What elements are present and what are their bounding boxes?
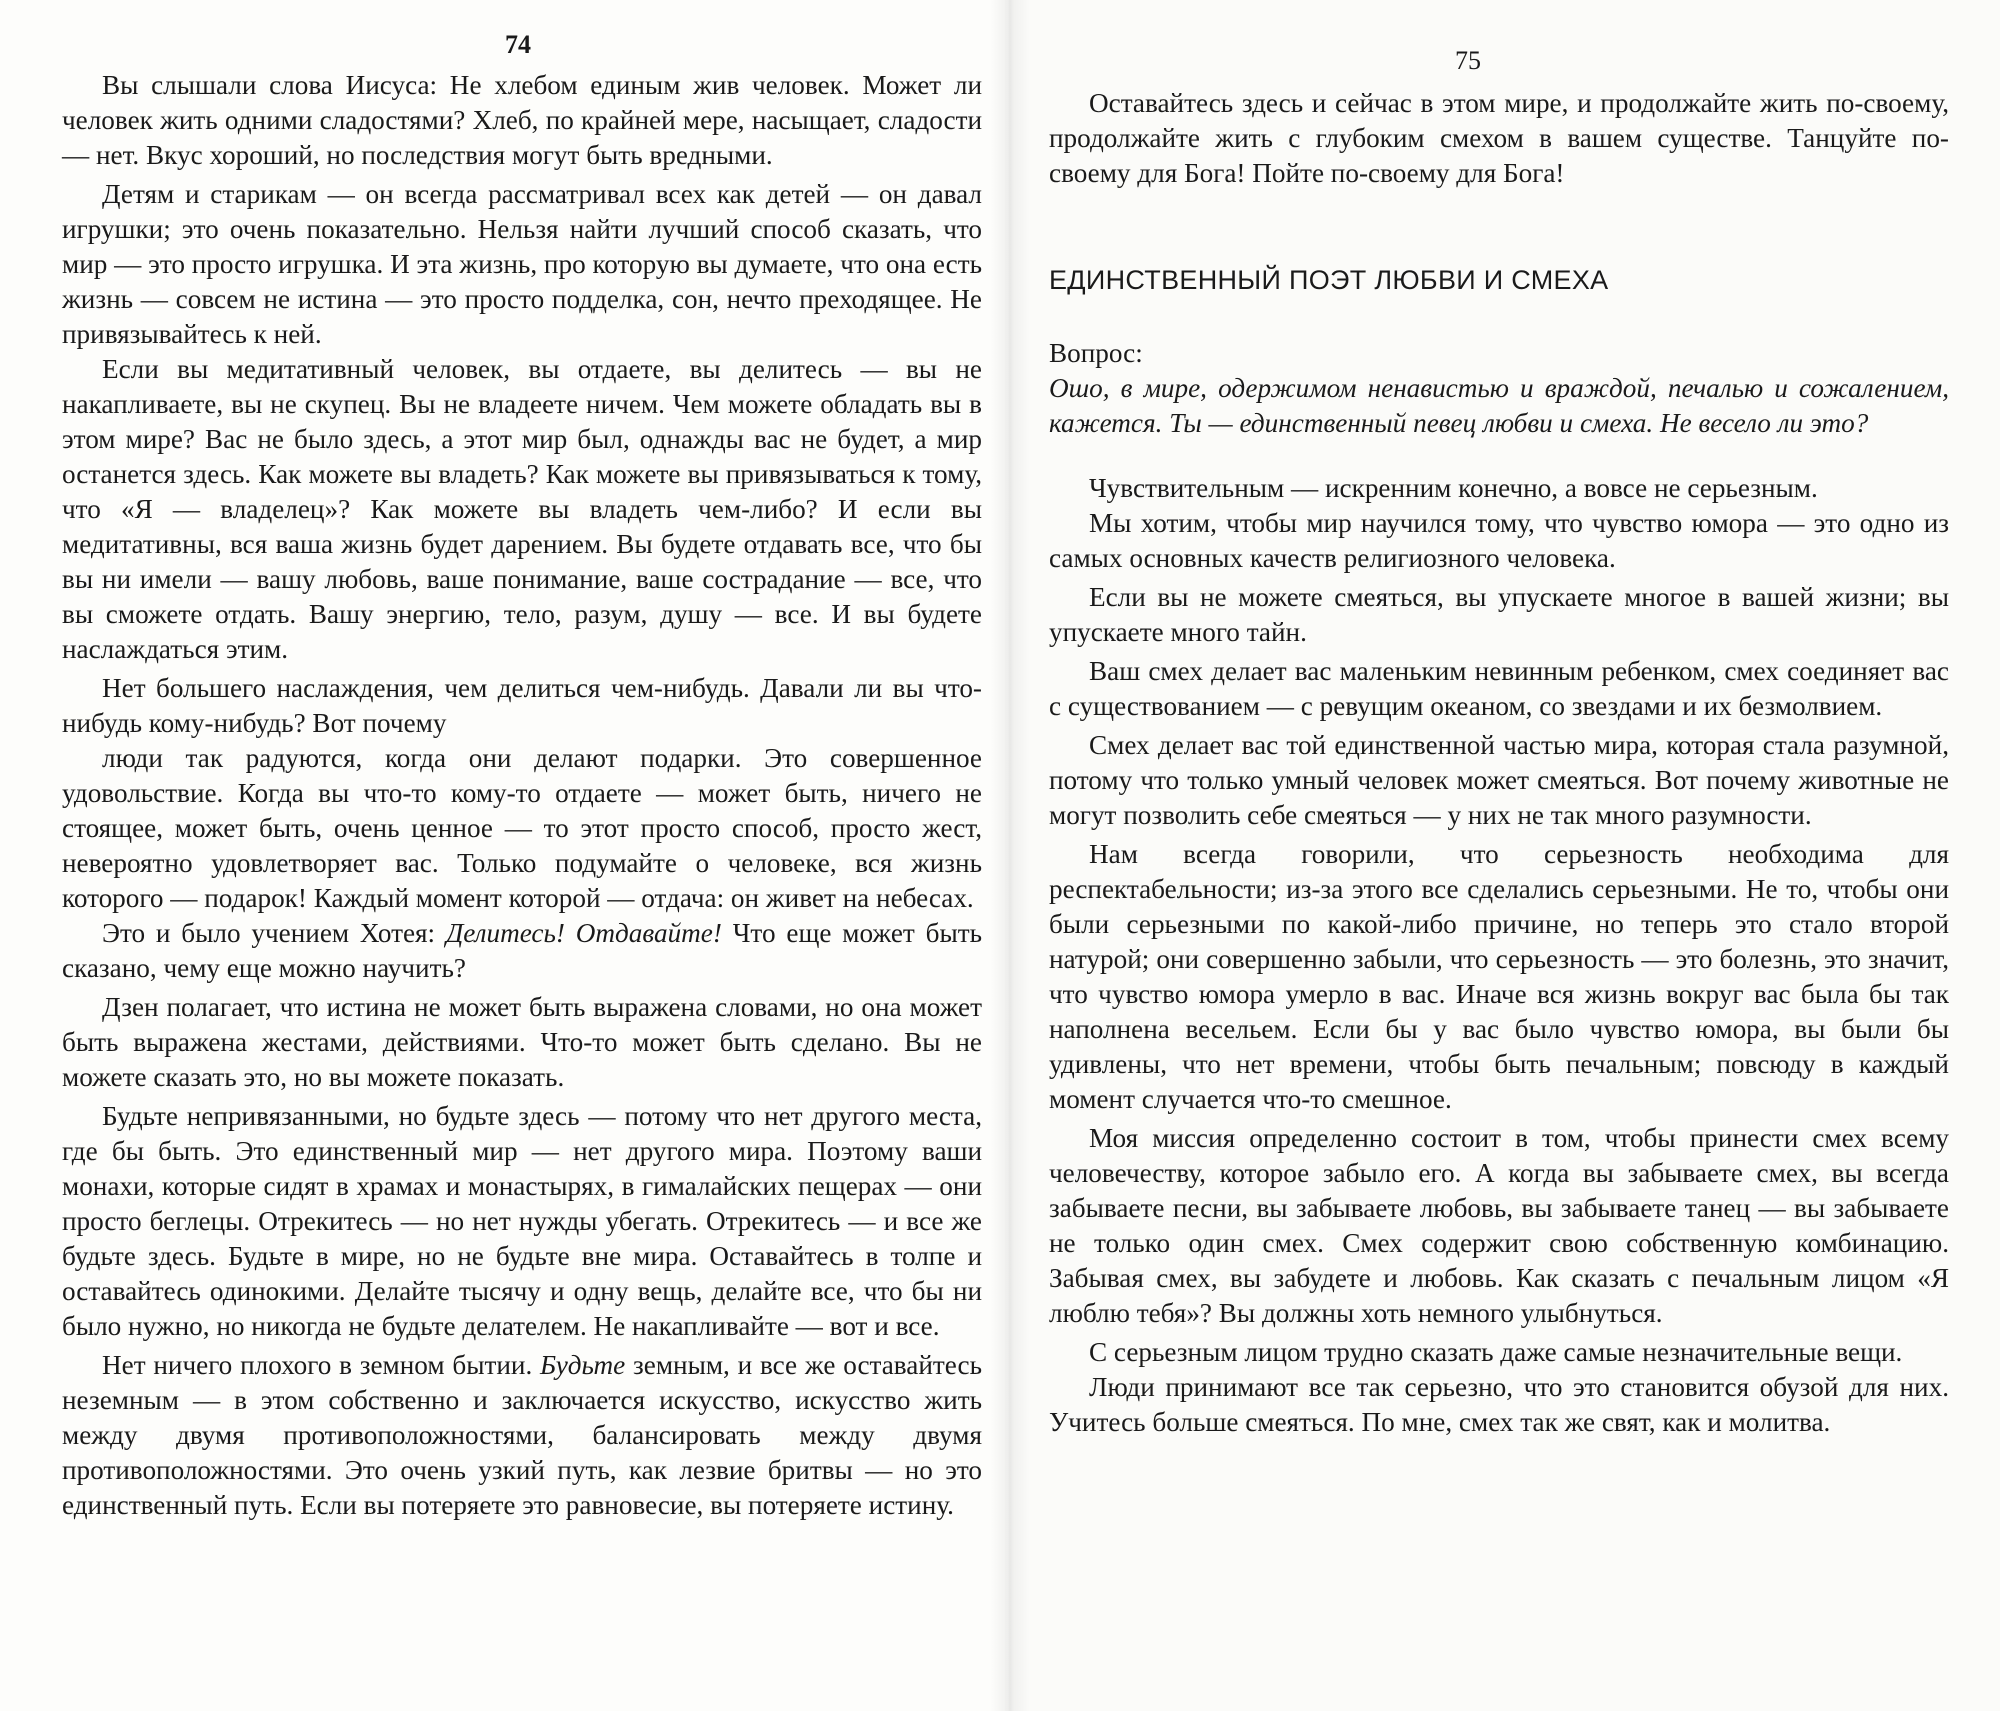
left-page-text [62,68,982,1523]
spacer [1049,441,1949,471]
paragraph: Дзен полагает, что истина не может быть выражена словами, но она может быть выражена жестами, действиями. Что-то может быть сделано. Вы не можете сказать это, но вы можете показать. [62,992,982,1092]
paragraph: Люди принимают все так серьезно, что это становится обузой для них. Учитесь больше смеяться. По мне, смех так же свят, как и молитва. [1049,1372,1949,1437]
italic-run: Делитесь! Отдавайте! [445,918,722,948]
paragraph: Если вы медитативный человек, вы отдаете, вы делитесь — вы не накапливаете, вы не скупец. Вы не владеете ничем. Чем можете обладать вы в этом мире? Вас не было здесь, а этот мир был, однажды вас не будет, а мир останется здесь. Как можете вы владеть? Как можете вы привязываться к тому, что «Я — владелец»? Как можете вы владеть чем-либо? И если вы медитативны, вся ваша жизнь будет дарением. Вы будете отдавать все, что бы вы ни имели — вашу любовь, ваше понимание, ваше сострадание — все, что вы сможете отдать. Вашу энергию, тело, разум, душу — все. И вы будете наслаждаться этим. [62,354,982,664]
paragraph: Нет большего наслаждения, чем делиться чем-нибудь. Давали ли вы что-нибудь кому-нибудь? Вот почему [62,673,982,738]
paragraph-hotei [62,916,982,986]
paragraph: Нам всегда говорили, что серьезность необходима для респектабельности; из-за этого все сделались серьезными. Не то, чтобы они были серьезными по какой-либо причине, но теперь это стало второй натурой; они совершенно забыли, что серьезность — это болезнь, это значит, что чувство юмора умерло в вас. Иначе вся жизнь вокруг вас была бы так наполнена весельем. Если бы у вас было чувство юмора, вы были бы удивлены, что нет времени, чтобы быть печальным; повсюду в каждый момент случается что-то смешное. [1049,839,1949,1114]
paragraph: люди так радуются, когда они делают подарки. Это совершенное удовольствие. Когда вы что-то кому-то отдаете — может быть, ничего не стоящее, может быть, очень ценное — то этот просто способ, просто жест, невероятно удовлетворяет вас. Только подумайте о человеке, вся жизнь которого — подарок! Каждый момент которой — отдача: он живет на небесах. [62,743,982,913]
page-number: 75 [1455,46,1481,75]
right-page-text [1049,86,1949,1440]
paragraph: Будьте непривязанными, но будьте здесь — потому что нет другого места, где бы быть. Это единственный мир — нет другого мира. Поэтому ваши монахи, которые сидят в храмах и монастырях, в гималайских пещерах — они просто беглецы. Отрекитесь — но нет нужды убегать. Отрекитесь — и все же будьте здесь. Будьте в мире, но не будьте вне мира. Оставайтесь в толпе и оставайтесь одинокими. Делайте тысячу и одну вещь, делайте все, что бы ни было нужно, но никогда не будьте делателем. Не накапливайте — вот и все. [62,1101,982,1341]
right-page [1005,0,2000,1711]
paragraph: Оставайтесь здесь и сейчас в этом мире, и продолжайте жить по-своему, продолжайте жить с глубоким смехом в вашем существе. Танцуйте по-своему для Бога! Пойте по-своему для Бога! [1049,88,1949,188]
paragraph: Смех делает вас той единственной частью мира, которая стала разумной, потому что только умный человек может смеяться. Вот почему животные не могут позволить себе смеяться — у них не так много разумности. [1049,730,1949,830]
paragraph-last [62,1348,982,1523]
book-gutter-shadow [990,0,1030,1711]
paragraph: Ваш смех делает вас маленьким невинным ребенком, смех соединяет вас с существованием — с ревущим океаном, со звездами и их безмолвием. [1049,656,1949,721]
paragraph: Чувствительным — искренним конечно, а вовсе не серьезным. [1089,473,1818,503]
text-run: Нет ничего плохого в земном бытии. [102,1350,541,1380]
paragraph: Моя миссия определенно состоит в том, чтобы принести смех всему человечеству, которое забыло его. А когда вы забываете смех, вы всегда забываете песни, вы забываете любовь, вы забываете танец — вы забываете не только один смех. Смех содержит свою собственную комбинацию. Забывая смех, вы забудете и любовь. Как сказать с печальным лицом «Я люблю тебя»? Вы должны хоть немного улыбнуться. [1049,1123,1949,1328]
text-run: Что еще может быть сказано, чему еще можно научить? [62,918,982,983]
chapter-heading: ЕДИНСТВЕННЫЙ ПОЭТ ЛЮБВИ И СМЕХА [1049,265,1609,295]
paragraph: Вы слышали слова Иисуса: Не хлебом единым жив человек. Может ли человек жить одними сладостями? Хлеб, по крайней мере, насыщает, сладости — нет. Вкус хороший, но последствия могут быть вредными. [62,70,982,170]
text-run: Это и было учением Хотея: [102,918,446,948]
paragraph: Если вы не можете смеяться, вы упускаете многое в вашей жизни; вы упускаете много тайн. [1049,582,1949,647]
page-number: 74 [505,30,531,59]
text-run: земным, и все же оставайтесь неземным — в этом собственно и заключается искусство, искусство жить между двумя противоположностями, балансировать между двумя противоположностями. Это очень узкий путь, как лезвие бритвы — но это единственный путь. Если вы потеряете это равновесие, вы потеряете истину. [62,1350,982,1520]
italic-run: Будьте [540,1350,626,1380]
paragraph: Детям и старикам — он всегда рассматривал всех как детей — он давал игрушки; это очень показательно. Нельзя найти лучший способ сказать, что мир — это просто игрушка. И эта жизнь, про которую вы думаете, что она есть жизнь — совсем не истина — это просто подделка, сон, нечто преходящее. Не привязывайтесь к ней. [62,179,982,349]
question-text: Ошо, в мире, одержимом ненавистью и враждой, печалью и сожалением, кажется. Ты — единственный певец любви и смеха. Не весело ли это? [1049,373,1949,438]
question-label: Вопрос: [1049,338,1143,368]
paragraph: Мы хотим, чтобы мир научился тому, что чувство юмора — это одно из самых основных качеств религиозного человека. [1049,508,1949,573]
paragraph: С серьезным лицом трудно сказать даже самые незначительные вещи. [1089,1337,1903,1367]
